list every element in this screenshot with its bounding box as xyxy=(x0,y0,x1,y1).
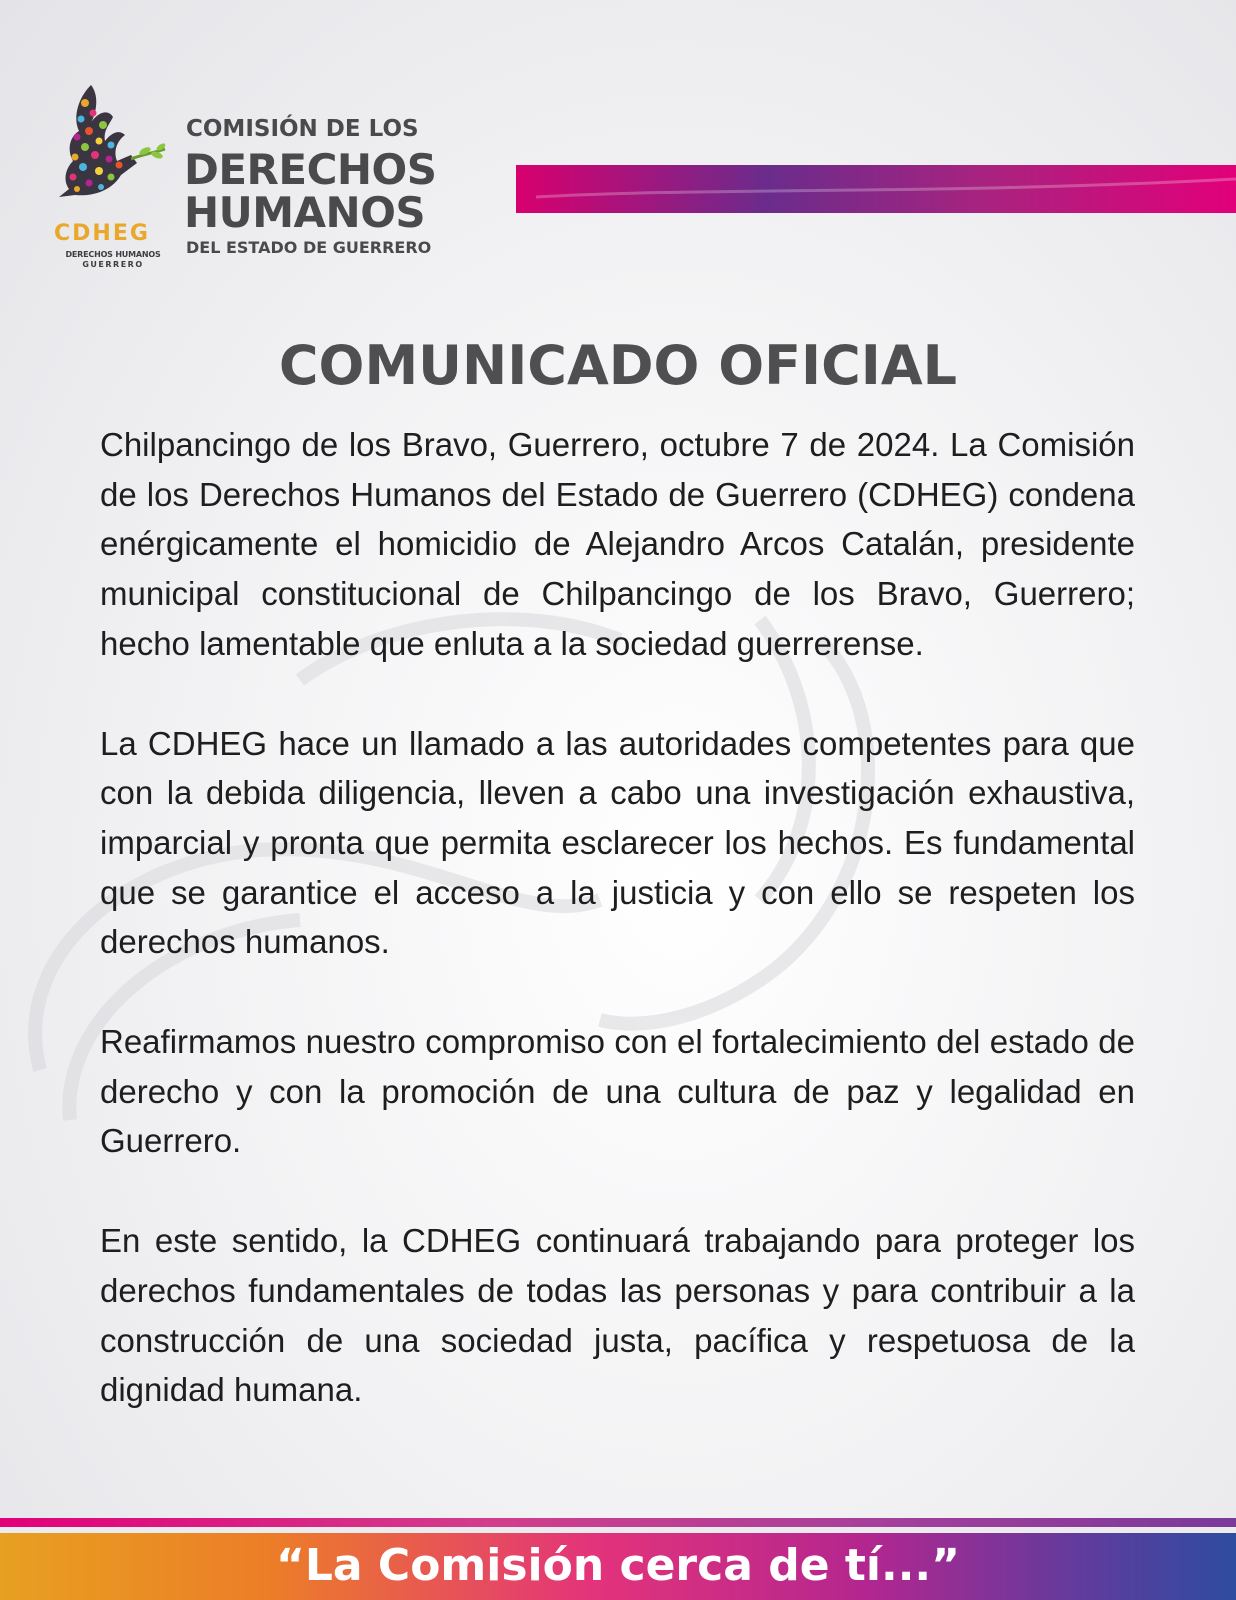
org-name-line-2: DERECHOS xyxy=(184,145,437,194)
header xyxy=(0,0,1236,300)
paragraph-4: En este sentido, la CDHEG continuará trabajando para proteger los derechos fundamentales de todas las personas y para contribuir a la construcción de una sociedad justa, pacífica y respetuosa de la dignidad humana. xyxy=(100,1222,1135,1409)
paragraph-1: Chilpancingo de los Bravo, Guerrero, octubre 7 de 2024. La Comisión de los Derechos Humanos del Estado de Guerrero (CDHEG) condena enérgicamente el homicidio de Alejandro Arcos Catalán, presidente municipal constitucional de Chilpancingo de los Bravo, Guerrero; hecho lamentable que enluta a la sociedad guerrerense. xyxy=(100,426,1135,662)
org-name-line-3: HUMANOS xyxy=(184,188,426,237)
statement-body xyxy=(100,420,1135,1465)
logo-tagline-1: DERECHOS HUMANOS xyxy=(65,250,161,259)
paragraph-3: Reafirmamos nuestro compromiso con el fortalecimiento del estado de derecho y con la promoción de una cultura de paz y legalidad en Guerrero. xyxy=(100,1023,1135,1160)
org-name-line-1: COMISIÓN DE LOS xyxy=(186,116,419,142)
dove-logo-icon xyxy=(55,85,170,225)
page-title: COMUNICADO OFICIAL xyxy=(278,334,958,397)
logo-acronym: CDHEG xyxy=(54,221,150,246)
paragraph-2: La CDHEG hace un llamado a las autoridades competentes para que con la debida diligencia, lleven a cabo una investigación exhaustiva, imparcial y pronta que permita esclarecer los hechos. Es fundamental que se garantice el acceso a la justicia y con ello se respeten los derechos humanos. xyxy=(100,724,1135,961)
header-accent-bar xyxy=(516,165,1236,213)
org-name-line-4: DEL ESTADO DE GUERRERO xyxy=(186,238,432,257)
footer-accent-line xyxy=(0,1518,1236,1527)
footer-slogan: “La Comisión cerca de tí...” xyxy=(275,1540,961,1591)
logo-tagline-2: GUERRERO xyxy=(82,260,144,269)
